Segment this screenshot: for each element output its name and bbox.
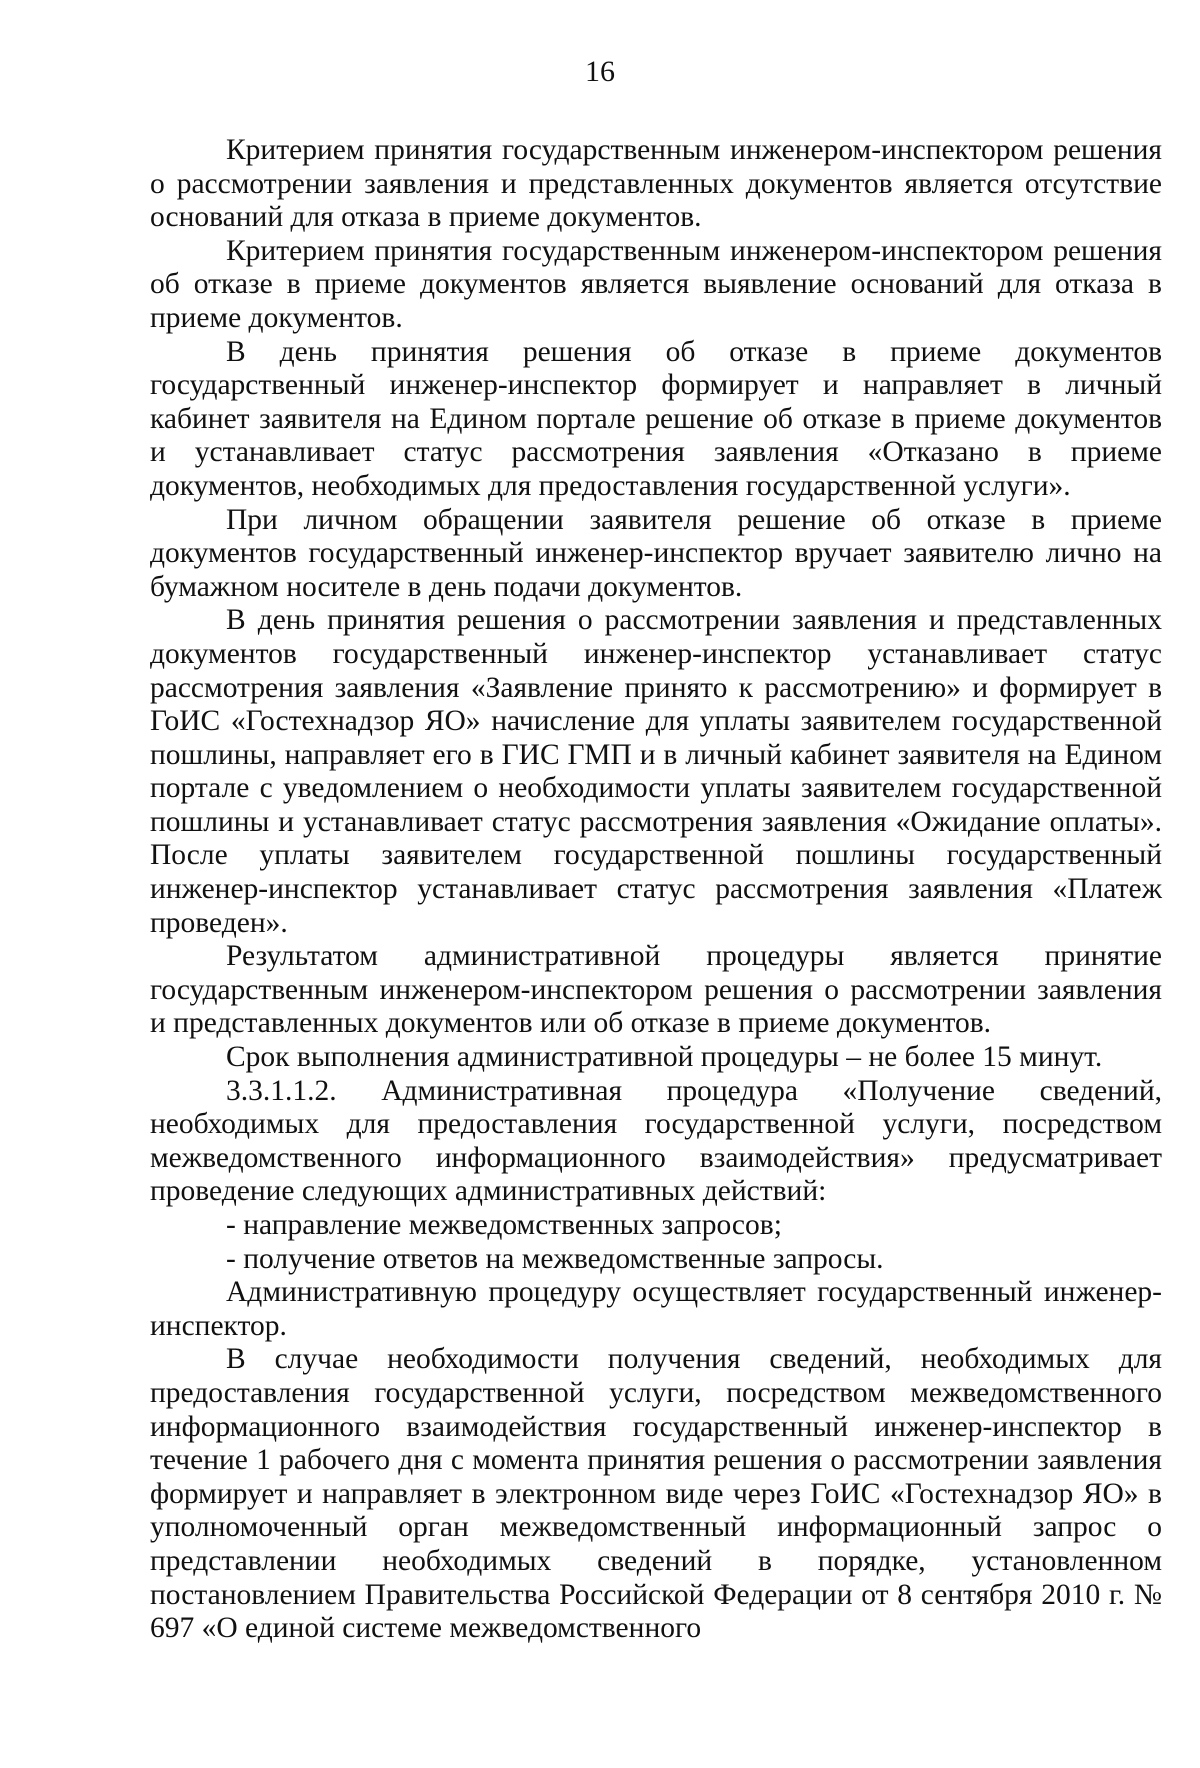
paragraph: 3.3.1.1.2. Административная процедура «Получение сведений, необходимых для предоставления государственной услуги, посредством межведомственного информационного взаимодействия» предусматривает проведение следующих административных действий:	[150, 1074, 1162, 1208]
paragraph: В день принятия решения о рассмотрении заявления и представленных документов государственный инженер-инспектор устанавливает статус рассмотрения заявления «Заявление принято к рассмотрению» и формирует в ГоИС «Гостехнадзор ЯО» начисление для уплаты заявителем государственной пошлины, направляет его в ГИС ГМП и в личный кабинет заявителя на Едином портале с уведомлением о необходимости уплаты заявителем государственной пошлины и устанавливает статус рассмотрения заявления «Ожидание оплаты». После уплаты заявителем государственной пошлины государственный инженер-инспектор устанавливает статус рассмотрения заявления «Платеж проведен».	[150, 604, 1162, 939]
paragraph: В день принятия решения об отказе в приеме документов государственный инженер-инспектор формирует и направляет в личный кабинет заявителя на Едином портале решение об отказе в приеме документов и устанавливает статус рассмотрения заявления «Отказано в приеме документов, необходимых для предоставления государственной услуги».	[150, 335, 1162, 502]
paragraph: Срок выполнения административной процедуры – не более 15 минут.	[226, 1041, 1103, 1074]
list-item: - получение ответов на межведомственные запросы.	[226, 1242, 884, 1275]
paragraph: В случае необходимости получения сведений, необходимых для предоставления государственной услуги, посредством межведомственного информационного взаимодействия государственный инженер-инспектор в течение 1 рабочего дня с момента принятия решения о рассмотрении заявления формирует и направляет в электронном виде через ГоИС «Гостехнадзор ЯО» в уполномоченный орган межведомственный информационный запрос о представлении необходимых сведений в порядке, установленном постановлением Правительства Российской Федерации от 8 сентября 2010 г. № 697 «О единой системе межведомственного	[150, 1343, 1162, 1645]
paragraph: Критерием принятия государственным инженером-инспектором решения о рассмотрении заявления и представленных документов является отсутствие оснований для отказа в приеме документов.	[150, 134, 1162, 234]
paragraph: При личном обращении заявителя решение об отказе в приеме документов государственный инженер-инспектор вручает заявителю лично на бумажном носителе в день подачи документов.	[150, 503, 1162, 603]
list-item: - направление межведомственных запросов;	[226, 1209, 782, 1241]
paragraph: Критерием принятия государственным инженером-инспектором решения об отказе в приеме документов является выявление оснований для отказа в приеме документов.	[150, 234, 1162, 334]
page-number: 16	[585, 55, 615, 88]
paragraph: Результатом административной процедуры является принятие государственным инженером-инспектором решения о рассмотрении заявления и представленных документов или об отказе в приеме документов.	[150, 940, 1162, 1040]
paragraph: Административную процедуру осуществляет государственный инженер-инспектор.	[150, 1276, 1162, 1342]
document-body	[150, 134, 1162, 1646]
